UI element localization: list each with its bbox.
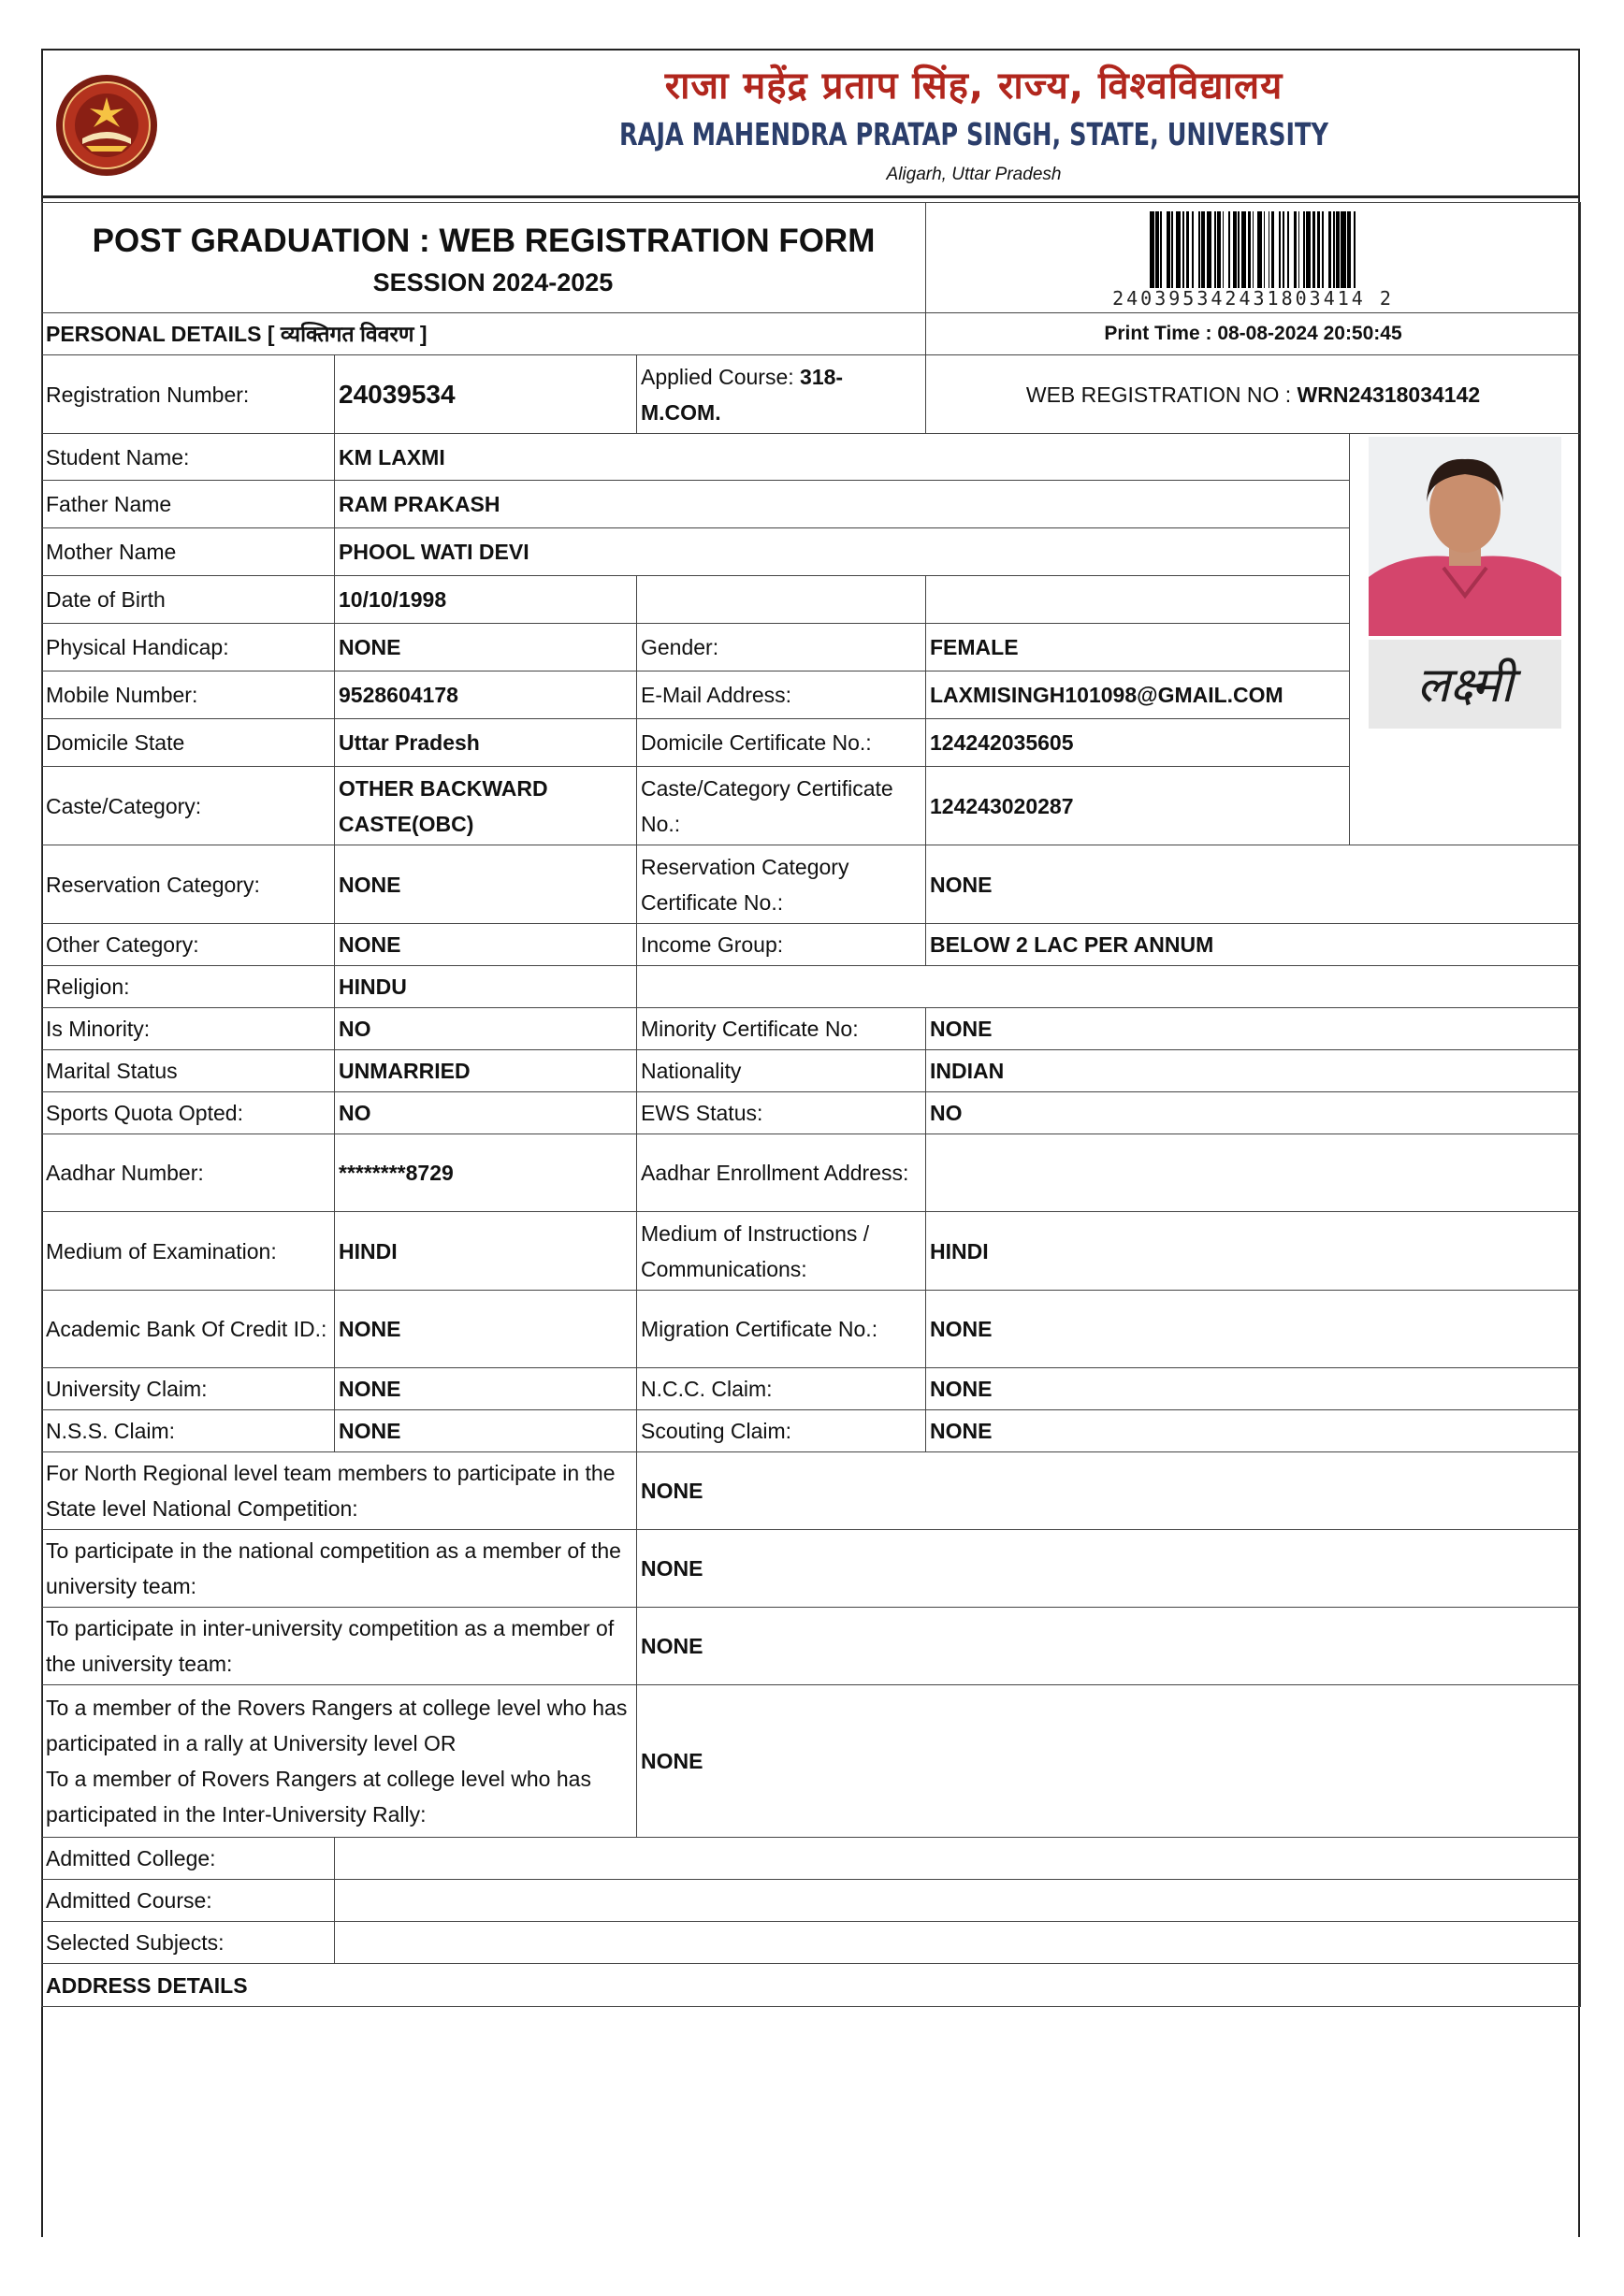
signature-text: लक्ष्मी [1416, 657, 1514, 714]
sports-quota-label: Sports Quota Opted: [42, 1092, 335, 1134]
barcode-bar [1356, 211, 1357, 288]
gender-value: FEMALE [926, 624, 1350, 671]
web-registration-value: WRN24318034142 [1297, 382, 1481, 407]
barcode-bars [930, 211, 1576, 288]
student-name-label: Student Name: [42, 434, 335, 481]
ews-status-value: NO [926, 1092, 1581, 1134]
domicile-value: Uttar Pradesh [335, 719, 637, 767]
migration-cert-value: NONE [926, 1291, 1581, 1368]
admitted-college-label: Admitted College: [42, 1838, 335, 1880]
caste-value: OTHER BACKWARD CASTE(OBC) [335, 767, 637, 845]
university-header [41, 49, 1580, 198]
claim-label-2: To a member of Rovers Rangers at college level who has participated in the Inter-University Rally: [46, 1767, 591, 1827]
signature-image [1369, 640, 1561, 729]
mobile-value: 9528604178 [335, 671, 637, 719]
registration-number-value: 24039534 [335, 355, 637, 434]
applied-course [637, 355, 926, 434]
registration-number-label: Registration Number: [42, 355, 335, 434]
reservation-value: NONE [335, 845, 637, 924]
claim-label: To participate in the national competition as a member of the university team: [42, 1530, 637, 1608]
scouting-claim-value: NONE [926, 1410, 1581, 1452]
dob-value: 10/10/1998 [335, 576, 637, 624]
aadhar-number-label: Aadhar Number: [42, 1134, 335, 1212]
minority-cert-value: NONE [926, 1008, 1581, 1050]
admitted-course-label: Admitted Course: [42, 1880, 335, 1922]
abc-id-value: NONE [335, 1291, 637, 1368]
barcode-number: 240395342431803414 2 [1112, 286, 1394, 310]
abc-id-label: Academic Bank Of Credit ID.: [42, 1291, 335, 1368]
student-name-value: KM LAXMI [335, 434, 1350, 481]
print-time: Print Time : 08-08-2024 20:50:45 [926, 313, 1581, 355]
marital-status-value: UNMARRIED [335, 1050, 637, 1092]
gender-label: Gender: [637, 624, 926, 671]
domicile-label: Domicile State [42, 719, 335, 767]
selected-subjects-label: Selected Subjects: [42, 1922, 335, 1964]
caste-label: Caste/Category: [42, 767, 335, 845]
nationality-label: Nationality [637, 1050, 926, 1092]
claim-value: NONE [637, 1452, 1581, 1530]
claim-value: NONE [637, 1685, 1581, 1838]
minority-label: Is Minority: [42, 1008, 335, 1050]
email-value: LAXMISINGH101098@GMAIL.COM [926, 671, 1350, 719]
reservation-label: Reservation Category: [42, 845, 335, 924]
rovers-rangers-claim-label [42, 1685, 637, 1838]
claim-label: To a member of the Rovers Rangers at college level who has participated in a rally at University level OR [46, 1696, 628, 1755]
university-name-english: RAJA MAHENDRA PRATAP SINGH, STATE, UNIVERSITY [619, 116, 1328, 152]
father-name-value: RAM PRAKASH [335, 481, 1350, 528]
claim-value: NONE [637, 1530, 1581, 1608]
caste-cert-label: Caste/Category Certificate No.: [637, 767, 926, 845]
aadhar-address-label: Aadhar Enrollment Address: [637, 1134, 926, 1212]
mother-name-value: PHOOL WATI DEVI [335, 528, 1350, 576]
medium-exam-label: Medium of Examination: [42, 1212, 335, 1291]
physical-handicap-value: NONE [335, 624, 637, 671]
aadhar-number-value: ********8729 [335, 1134, 637, 1212]
registration-form-table [41, 202, 1581, 2007]
applied-course-label: Applied Course: [641, 364, 794, 389]
nationality-value: INDIAN [926, 1050, 1581, 1092]
empty-cell [637, 576, 926, 624]
photo-signature-cell [1350, 434, 1581, 845]
university-claim-label: University Claim: [42, 1368, 335, 1410]
student-photo [1369, 437, 1561, 636]
minority-value: NO [335, 1008, 637, 1050]
address-details-heading: ADDRESS DETAILS [42, 1964, 1581, 2007]
university-claim-value: NONE [335, 1368, 637, 1410]
caste-cert-value: 124243020287 [926, 767, 1350, 845]
income-group-value: BELOW 2 LAC PER ANNUM [926, 924, 1581, 966]
university-name-hindi: राजा महेंद्र प्रताप सिंह, राज्य, विश्वविद्यालय [664, 65, 1283, 108]
ncc-claim-label: N.C.C. Claim: [637, 1368, 926, 1410]
claim-label: To participate in inter-university competition as a member of the university team: [42, 1608, 637, 1685]
web-registration [926, 355, 1581, 434]
dob-label: Date of Birth [42, 576, 335, 624]
university-location: Aligarh, Uttar Pradesh [886, 165, 1062, 184]
selected-subjects-value [335, 1922, 1581, 1964]
medium-instruction-value: HINDI [926, 1212, 1581, 1291]
ncc-claim-value: NONE [926, 1368, 1581, 1410]
father-name-label: Father Name [42, 481, 335, 528]
empty-cell [637, 966, 1581, 1008]
mother-name-label: Mother Name [42, 528, 335, 576]
aadhar-address-value [926, 1134, 1581, 1212]
admitted-course-value [335, 1880, 1581, 1922]
nss-claim-value: NONE [335, 1410, 637, 1452]
nss-claim-label: N.S.S. Claim: [42, 1410, 335, 1452]
university-emblem-icon [54, 73, 159, 178]
session-label: SESSION 2024-2025 [372, 267, 614, 296]
domicile-cert-value: 124242035605 [926, 719, 1350, 767]
religion-value: HINDU [335, 966, 637, 1008]
reservation-cert-label: Reservation Category Certificate No.: [637, 845, 926, 924]
barcode [926, 203, 1581, 313]
empty-cell [926, 576, 1350, 624]
physical-handicap-label: Physical Handicap: [42, 624, 335, 671]
claim-label: For North Regional level team members to participate in the State level National Competition: [42, 1452, 637, 1530]
domicile-cert-label: Domicile Certificate No.: [637, 719, 926, 767]
migration-cert-label: Migration Certificate No.: [637, 1291, 926, 1368]
form-title-cell [42, 203, 926, 313]
minority-cert-label: Minority Certificate No: [637, 1008, 926, 1050]
mobile-label: Mobile Number: [42, 671, 335, 719]
personal-details-heading: PERSONAL DETAILS [ व्यक्तिगत विवरण ] [42, 313, 926, 355]
medium-exam-value: HINDI [335, 1212, 637, 1291]
admitted-college-value [335, 1838, 1581, 1880]
scouting-claim-label: Scouting Claim: [637, 1410, 926, 1452]
other-category-label: Other Category: [42, 924, 335, 966]
email-label: E-Mail Address: [637, 671, 926, 719]
form-title: POST GRADUATION : WEB REGISTRATION FORM [92, 222, 876, 259]
sports-quota-value: NO [335, 1092, 637, 1134]
religion-label: Religion: [42, 966, 335, 1008]
marital-status-label: Marital Status [42, 1050, 335, 1092]
web-registration-label: WEB REGISTRATION NO : [1025, 382, 1292, 407]
claim-value: NONE [637, 1608, 1581, 1685]
other-category-value: NONE [335, 924, 637, 966]
medium-instruction-label: Medium of Instructions / Communications: [637, 1212, 926, 1291]
signature-icon [1369, 640, 1561, 729]
student-photo-icon [1369, 437, 1561, 636]
reservation-cert-value: NONE [926, 845, 1581, 924]
ews-status-label: EWS Status: [637, 1092, 926, 1134]
income-group-label: Income Group: [637, 924, 926, 966]
applied-course-value: 318-M.COM. [641, 364, 844, 425]
